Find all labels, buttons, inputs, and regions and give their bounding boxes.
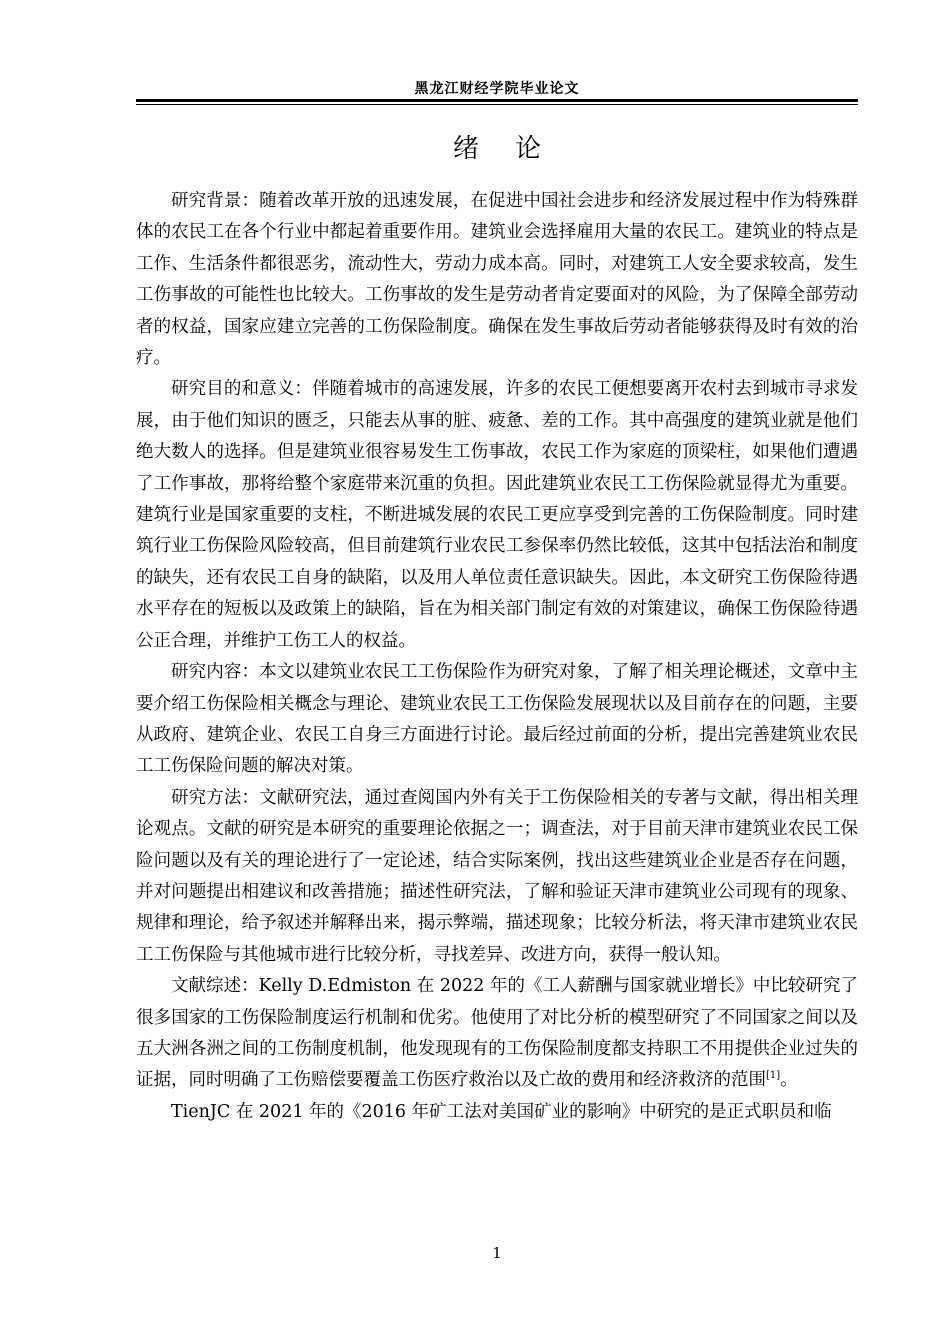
header-rule-thick: [136, 99, 858, 102]
section-title-part1: 绪: [452, 134, 479, 164]
footnote-reference[interactable]: [1]: [766, 1070, 781, 1082]
page-number: 1: [492, 1244, 502, 1262]
header-rule-thin: [136, 104, 858, 105]
body-text: [136, 186, 858, 1128]
paragraph-content: 研究内容：本文以建筑业农民工工伤保险作为研究对象，了解了相关理论概述，文章中主要介绍工伤保险相关概念与理论、建筑业农民工工伤保险发展现状以及目前存在的问题，主要从政府、建筑企业、农民工自身三方面进行讨论。最后经过前面的分析，提出完善建筑业农民工工伤保险问题的解决对策。: [136, 662, 858, 777]
paragraph-literature-review: [136, 971, 858, 1097]
section-title-part2: 论: [515, 134, 542, 164]
section-title: [136, 132, 858, 166]
literature-review-tail: 。: [780, 1070, 798, 1091]
paragraph-tienjc: TienJC 在 2021 年的《2016 年矿工法对美国矿业的影响》中研究的是正式职员和临: [171, 1101, 832, 1122]
running-header: 黑龙江财经学院毕业论文: [414, 81, 580, 97]
paragraph-purpose: 研究目的和意义：伴随着城市的高速发展，许多的农民工便想要离开农村去到城市寻求发展，由于他们知识的匮乏，只能去从事的脏、疲惫、差的工作。其中高强度的建筑业就是他们绝大数人的选择。但是建筑业很容易发生工伤事故，农民工作为家庭的顶梁柱，如果他们遭遇了工作事故，那将给整个家庭带来沉重的负担。因此建筑业农民工工伤保险就显得尤为重要。建筑行业是国家重要的支柱，不断进城发展的农民工更应享受到完善的工伤保险制度。同时建筑行业工伤保险风险较高，但目前建筑行业农民工参保率仍然比较低，这其中包括法治和制度的缺失，还有农民工自身的缺陷，以及用人单位责任意识缺失。因此，本文研究工伤保险待遇水平存在的短板以及政策上的缺陷，旨在为相关部门制定有效的对策建议，确保工伤保险待遇公正合理，并维护工伤工人的权益。: [136, 379, 858, 651]
paragraph-background: 研究背景：随着改革开放的迅速发展，在促进中国社会进步和经济发展过程中作为特殊群体的农民工在各个行业中都起着重要作用。建筑业会选择雇用大量的农民工。建筑业的特点是工作、生活条件都很恶劣，流动性大，劳动力成本高。同时，对建筑工人安全要求较高，发生工伤事故的可能性也比较大。工伤事故的发生是劳动者肯定要面对的风险，为了保障全部劳动者的权益，国家应建立完善的工伤保险制度。确保在发生事故后劳动者能够获得及时有效的治疗。: [136, 191, 858, 369]
literature-review-text: 文献综述：Kelly D.Edmiston 在 2022 年的《工人薪酬与国家就业增长》中比较研究了很多国家的工伤保险制度运行机制和优劣。他使用了对比分析的模型研究了不同国家之间以及五大洲各洲之间的工伤制度机制，他发现现有的工伤保险制度都支持职工不用提供企业过失的证据，同时明确了工伤赔偿要覆盖工伤医疗救治以及亡故的费用和经济救济的范围: [136, 976, 858, 1091]
paragraph-methods: 研究方法：文献研究法，通过查阅国内外有关于工伤保险相关的专著与文献，得出相关理论观点。文献的研究是本研究的重要理论依据之一；调查法，对于目前天津市建筑业农民工保险问题以及有关的理论进行了一定论述，结合实际案例，找出这些建筑业企业是否存在问题，并对问题提出相建议和改善措施；描述性研究法，了解和验证天津市建筑业公司现有的现象、规律和理论，给予叙述并解释出来，揭示弊端，描述现象；比较分析法，将天津市建筑业农民工工伤保险与其他城市进行比较分析，寻找差异、改进方向，获得一般认知。: [136, 787, 858, 965]
